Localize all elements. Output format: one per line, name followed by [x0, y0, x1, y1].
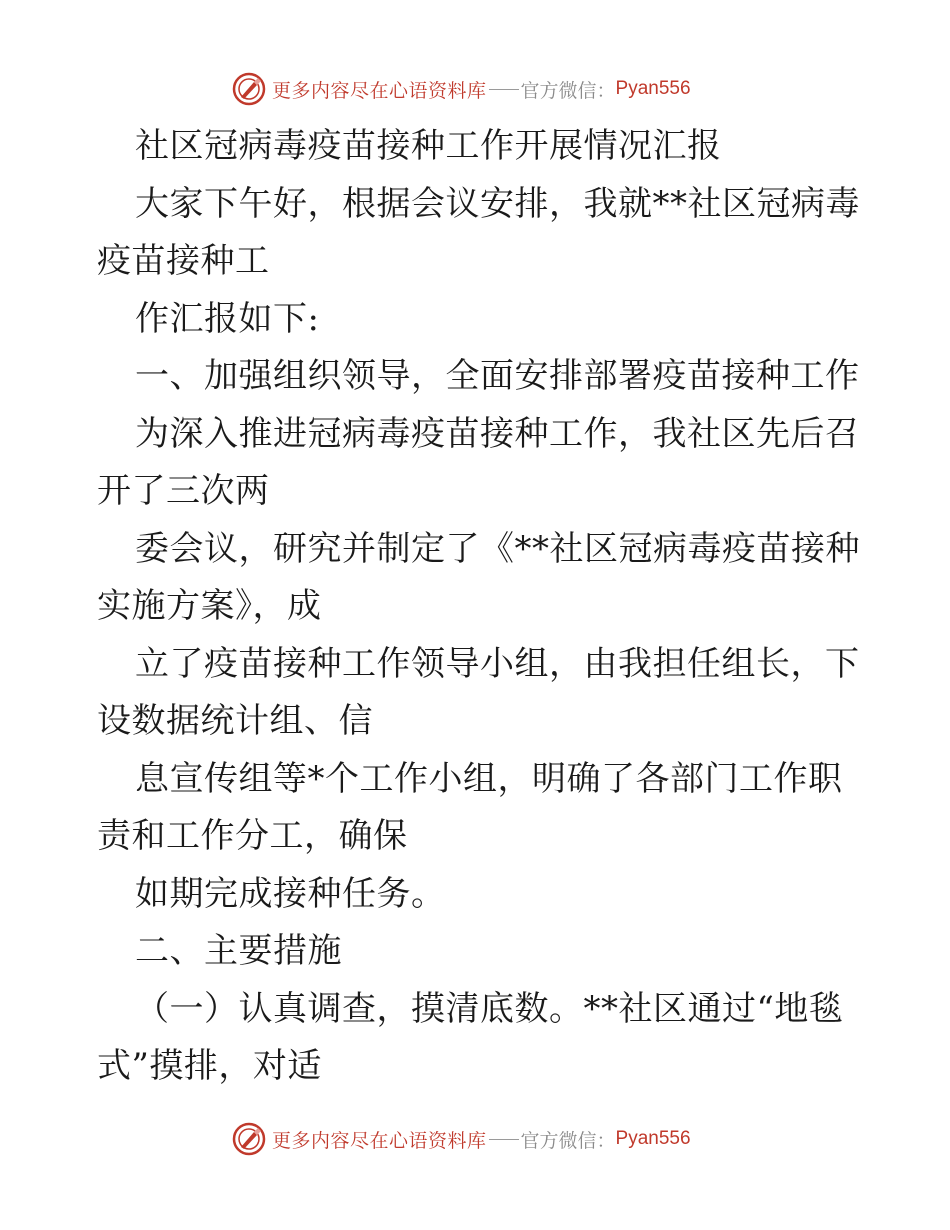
pen-logo-icon [232, 72, 266, 106]
document-line: 设数据统计组、信 [97, 701, 373, 741]
watermark-wechat-id: Pyan556 [615, 78, 691, 99]
pen-logo-icon [232, 1122, 266, 1156]
document-line: 开了三次两 [97, 471, 270, 511]
footer-watermark [232, 1122, 691, 1156]
document-title: 社区冠病毒疫苗接种工作开展情况汇报 [135, 126, 722, 166]
document-line: 实施方案》，成 [97, 586, 322, 626]
document-line: 为深入推进冠病毒疫苗接种工作，我社区先后召 [135, 413, 860, 454]
header-watermark [232, 72, 691, 106]
document-line: 一、加强组织领导，全面安排部署疫苗接种工作 [135, 356, 860, 396]
watermark-wechat-label: 官方微信： [520, 79, 616, 102]
document-line: 如期完成接种任务。 [135, 873, 446, 914]
document-line: 责和工作分工，确保 [97, 816, 408, 856]
document-line: 式”摸排，对适 [97, 1046, 322, 1086]
watermark-brand-text: 更多内容尽在心语资料库 [272, 79, 487, 102]
document-line: （一）认真调查，摸清底数。**社区通过“地毯 [135, 988, 844, 1029]
document-line: 立了疫苗接种工作领导小组，由我担任组长，下 [135, 643, 860, 684]
watermark-separator [489, 89, 519, 90]
document-line: 二、主要措施 [135, 931, 342, 971]
document-line: 作汇报如下: [135, 298, 320, 339]
document-line: 委会议，研究并制定了《**社区冠病毒疫苗接种 [135, 528, 860, 569]
watermark-separator [489, 1139, 519, 1140]
watermark-brand-text: 更多内容尽在心语资料库 [272, 1129, 487, 1152]
document-line: 息宣传组等*个工作小组，明确了各部门工作职 [135, 758, 843, 799]
watermark-wechat-id: Pyan556 [615, 1128, 691, 1149]
document-line: 疫苗接种工 [97, 241, 270, 281]
document-line: 大家下午好，根据会议安排，我就**社区冠病毒 [135, 183, 860, 224]
watermark-wechat-label: 官方微信： [520, 1129, 616, 1152]
document-body [97, 118, 860, 1096]
